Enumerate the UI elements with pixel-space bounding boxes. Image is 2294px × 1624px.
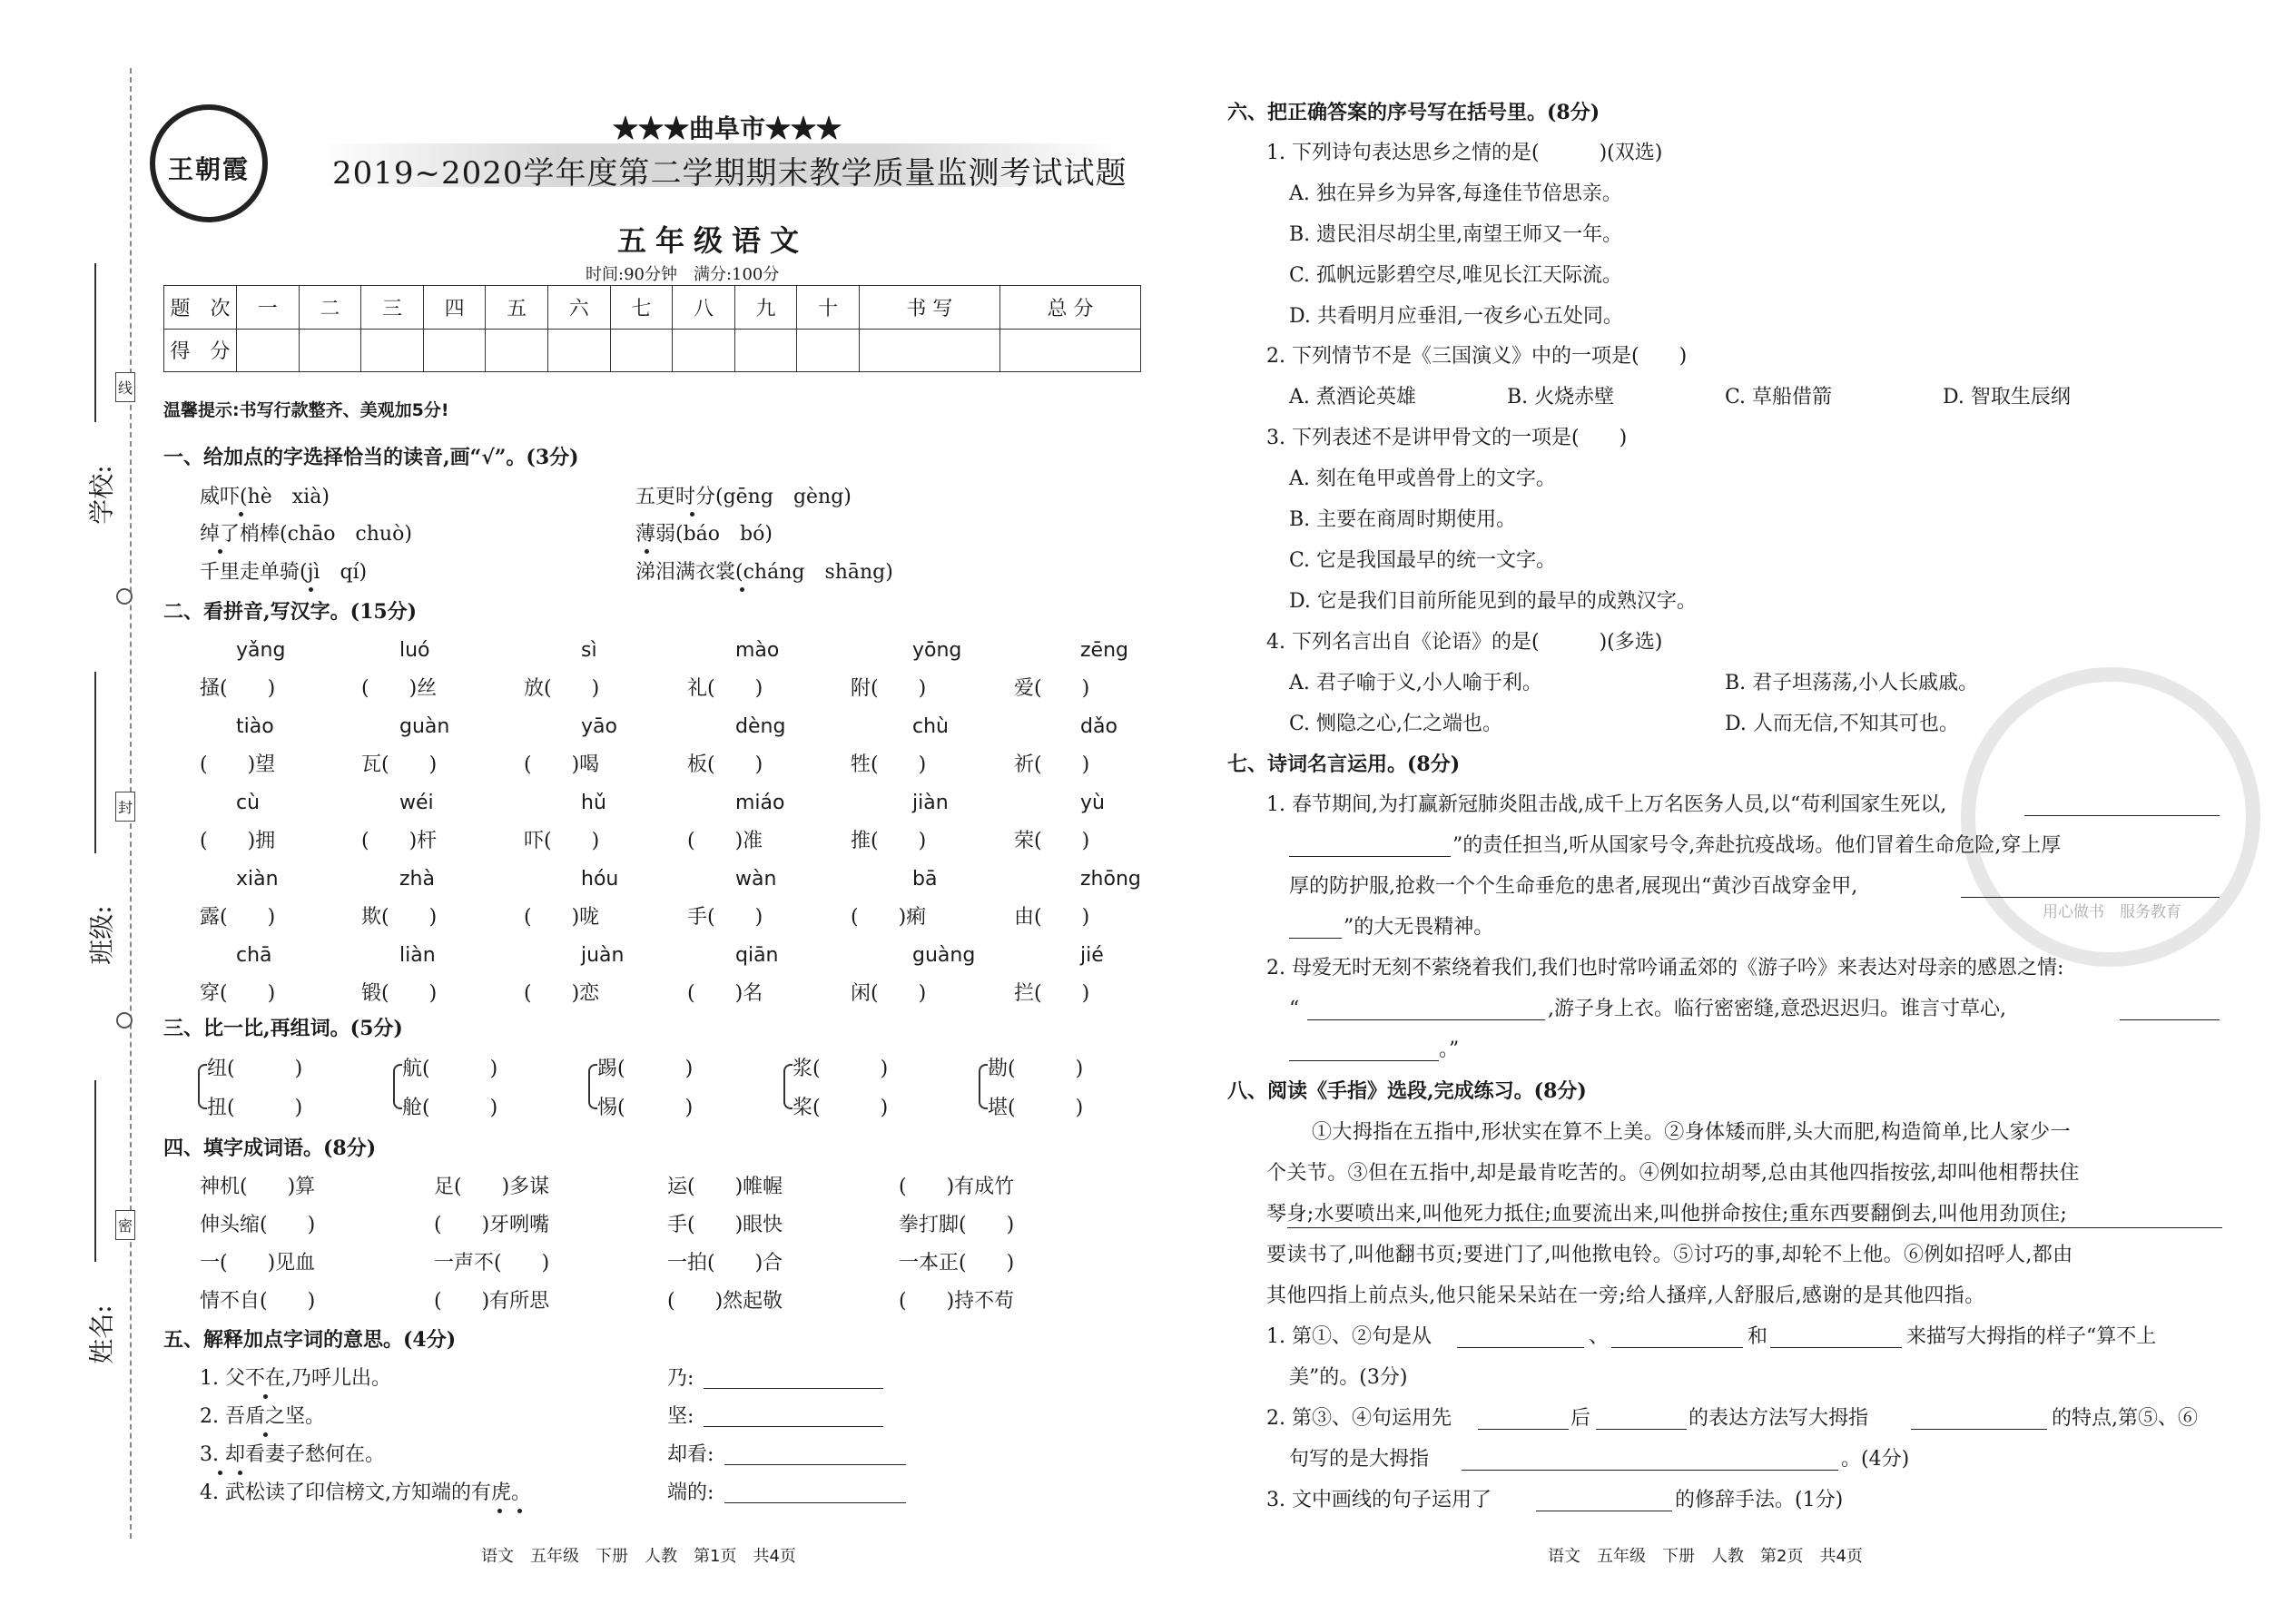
answer-blank[interactable] [724,1501,906,1503]
idiom-item[interactable]: 一( )见血 [200,1252,316,1275]
answer-blank[interactable] [1478,1428,1569,1430]
pinyin-label: chā [236,944,272,967]
s7-text: ”的大无畏精神。 [1344,916,1494,939]
section-2-title: 二、看拼音,写汉字。(15分) [163,600,418,624]
answer-blank[interactable] [704,1425,883,1427]
s8-q1: 1. 第①、②句是从 [1266,1325,1432,1348]
s5-item: 2. 吾盾之坚。 [200,1405,325,1428]
s8-q1: 美”的。(3分) [1289,1366,1408,1389]
pinyin-label: sì [581,639,597,662]
s5-label: 端的: [667,1481,714,1504]
pinyin-label: bā [912,868,938,891]
pinyin-label: dèng [735,715,786,738]
section-1-title: 一、给加点的字选择恰当的读音,画“√”。(3分) [163,446,579,469]
pinyin-label: yāo [581,715,617,738]
hanzi-blank[interactable]: ( )拥 [200,830,276,852]
s6-option[interactable]: A. 君子喻于义,小人喻于利。 [1289,672,1542,694]
answer-blank[interactable] [1289,855,1451,857]
compare-item[interactable]: 航( ) [402,1058,498,1080]
s7-text: 厚的防护服,抢救一个个生命垂危的患者,展现出“黄沙百战穿金甲, [1289,875,1858,898]
hanzi-blank[interactable]: 爱( ) [1014,677,1090,700]
pinyin-label: chù [912,715,949,738]
underlined-sentence [1287,1227,2222,1228]
hanzi-blank[interactable]: 礼( ) [687,677,763,700]
s8-q2: 句写的是大拇指 [1289,1448,1430,1471]
class-field[interactable] [94,672,96,853]
pinyin-label: wéi [399,792,434,814]
answer-blank[interactable] [2024,814,2220,816]
idiom-item[interactable]: ( )然起敬 [667,1290,783,1313]
s1-item: 五更时分(gēng gèng) [635,486,852,508]
hanzi-blank[interactable]: 瓦( ) [361,753,438,776]
score-table-header [164,286,1141,330]
hanzi-blank[interactable]: 锻( ) [361,982,438,1005]
hanzi-blank[interactable]: 闲( ) [851,982,927,1005]
table-cell: 七 [610,286,673,330]
hanzi-blank[interactable]: 牲( ) [851,753,927,776]
s5-item: 4. 武松读了印信榜文,方知端的有虎。 [200,1481,531,1504]
s6-question: 3. 下列表述不是讲甲骨文的一项是( ) [1266,427,1628,449]
pinyin-label: cù [236,792,261,814]
s7-text: “ [1289,998,1300,1020]
score-cell[interactable] [547,329,610,372]
score-cell[interactable] [423,329,486,372]
table-cell: 得 分 [164,329,237,372]
seal-line-tag: 线 [115,372,135,402]
answer-blank[interactable] [1289,937,1342,939]
answer-blank[interactable] [1462,1469,1838,1471]
binding-hole-icon [116,588,133,605]
s6-option[interactable]: A. 煮酒论英雄 [1289,386,1416,408]
passage-line: 琴身;水要喷出来,叫他死力抵住;血要流出来,叫他拼命按住;重东西要翻倒去,叫他用劲顶住; [1266,1203,2068,1225]
pinyin-label: guàng [912,944,976,967]
pinyin-label: jiàn [912,792,949,814]
table-cell: 总 分 [999,286,1140,330]
hanzi-blank[interactable]: 板( ) [687,753,763,776]
s5-label: 坚: [667,1405,694,1428]
tip-text: 温馨提示:书写行款整齐、美观加5分! [163,400,449,420]
s6-option[interactable]: D. 智取生辰纲 [1943,386,2071,408]
pinyin-label: luó [399,639,430,662]
s5-item: 3. 却看妻子愁何在。 [200,1443,385,1466]
idiom-item[interactable]: 运( )帷幄 [667,1176,783,1198]
pair-brace [393,1064,402,1109]
pair-brace [198,1064,207,1109]
score-cell[interactable] [734,329,797,372]
idiom-item[interactable]: ( )牙咧嘴 [434,1214,550,1236]
s1-item: 涕泪满衣裳(cháng shāng) [635,561,893,584]
s8-q1: 、 [1589,1325,1610,1348]
s8-q3: 的修辞手法。(1分) [1675,1489,1844,1511]
compare-item[interactable]: 舱( ) [402,1097,498,1119]
hanzi-blank[interactable]: 推( ) [851,830,927,852]
table-cell: 四 [423,286,486,330]
s7-text: ,游子身上衣。临行密密缝,意恐迟迟归。谁言寸草心, [1548,998,2006,1020]
answer-blank[interactable] [1961,896,2220,898]
compare-item[interactable]: 惕( ) [597,1097,694,1119]
compare-item[interactable]: 堪( ) [988,1097,1084,1119]
passage-line: 其他四指上前点头,他只能呆呆站在一旁;给人搔痒,人舒服后,感谢的是其他四指。 [1266,1284,1985,1307]
hanzi-blank[interactable]: 手( ) [687,906,763,929]
s1-item: 威吓(hè xià) [200,486,330,508]
pinyin-label: dǎo [1080,715,1117,738]
pinyin-label: liàn [399,944,436,967]
pair-brace [588,1064,597,1109]
subject-title: 五年级语文 [617,223,809,258]
answer-blank[interactable] [1307,1019,1545,1020]
exam-meta: 时间:90分钟 满分:100分 [586,265,780,284]
s8-q2: 的特点,第⑤、⑥ [2052,1407,2198,1430]
s7-text: 。” [1439,1038,1460,1061]
class-label: 班级: [86,905,117,965]
pinyin-label: xiàn [236,868,279,891]
s6-option[interactable]: C. 恻隐之心,仁之端也。 [1289,713,1503,735]
table-cell: 三 [361,286,424,330]
pinyin-label: qiān [735,944,779,967]
exam-title: 2019~2020学年度第二学期期末教学质量监测考试试题 [332,155,1127,192]
compare-item[interactable]: 浆( ) [793,1058,889,1080]
score-cell[interactable] [237,329,300,372]
hanzi-blank[interactable]: ( )咙 [524,906,600,929]
hanzi-blank[interactable]: ( )名 [687,982,763,1005]
s6-option[interactable]: D. 人而无信,不知其可也。 [1725,713,1959,735]
s7-text: 2. 母爱无时无刻不萦绕着我们,我们也时常吟诵孟郊的《游子吟》来表达对母亲的感恩之情: [1266,957,2064,979]
pair-brace [979,1064,988,1109]
compare-item[interactable]: 纽( ) [207,1058,303,1080]
s7-text: ”的责任担当,听从国家号令,奔赴抗疫战场。他们冒着生命危险,穿上厚 [1452,834,2062,857]
table-cell: 六 [547,286,610,330]
pinyin-label: juàn [581,944,625,967]
watermark-slogan: 用心做书 服务教育 [2043,903,2181,921]
answer-blank[interactable] [724,1463,906,1465]
s6-question: 4. 下列名言出自《论语》的是( )(多选) [1266,631,1663,654]
pinyin-label: jié [1080,944,1104,967]
section-7-title: 七、诗词名言运用。(8分) [1227,753,1461,776]
idiom-item[interactable]: 一拍( )合 [667,1252,783,1275]
idiom-item[interactable]: 一声不( ) [434,1252,550,1275]
score-cell[interactable] [299,329,361,372]
answer-blank[interactable] [1911,1428,2047,1430]
seal-secret-tag: 密 [115,1210,135,1240]
score-cell[interactable] [486,329,548,372]
hanzi-blank[interactable]: 穿( ) [200,982,276,1005]
s6-option[interactable]: A. 独在异乡为异客,每逢佳节倍思亲。 [1289,182,1622,205]
score-cell[interactable] [610,329,673,372]
answer-blank[interactable] [1536,1510,1672,1511]
s6-option[interactable]: B. 主要在商周时期使用。 [1289,508,1517,531]
pinyin-label: yǎng [236,639,286,662]
section-4-title: 四、填字成词语。(8分) [163,1137,377,1160]
pinyin-label: tiào [236,715,274,738]
table-cell: 一 [237,286,300,330]
score-cell[interactable] [999,329,1140,372]
hanzi-blank[interactable]: 搔( ) [200,677,276,700]
hanzi-blank[interactable]: ( )痢 [851,906,927,929]
s6-option[interactable]: C. 孤帆远影碧空尽,唯见长江天际流。 [1289,264,1623,287]
pinyin-label: hǔ [581,792,606,814]
passage-line: ①大拇指在五指中,形状实在算不上美。②身体矮而胖,头大而肥,构造简单,比人家少一 [1312,1121,2071,1144]
hanzi-blank[interactable]: 拦( ) [1014,982,1090,1005]
s8-q2: 后 [1570,1407,1591,1430]
pinyin-label: zēng [1080,639,1128,662]
pinyin-label: zhōng [1080,868,1141,891]
idiom-item[interactable]: 手( )眼快 [667,1214,783,1236]
hanzi-blank[interactable]: 吓( ) [524,830,600,852]
hanzi-blank[interactable]: 放( ) [524,677,600,700]
s6-option[interactable]: C. 它是我国最早的统一文字。 [1289,549,1557,572]
idiom-item[interactable]: 足( )多谋 [434,1176,550,1198]
pinyin-label: mào [735,639,780,662]
footer-right: 语文 五年级 下册 人教 第2页 共4页 [1548,1547,1863,1566]
score-table [163,285,1141,372]
city-title: ★★★曲阜市★★★ [613,113,842,143]
table-cell: 书 写 [859,286,999,330]
answer-blank[interactable] [1611,1346,1743,1348]
pinyin-label: zhà [399,868,435,891]
s5-item: 1. 父不在,乃呼儿出。 [200,1367,391,1390]
hanzi-blank[interactable]: ( )望 [200,753,276,776]
school-label: 学校: [86,465,117,525]
idiom-item[interactable]: ( )有成竹 [899,1176,1015,1198]
table-cell: 九 [734,286,797,330]
compare-item[interactable]: 扭( ) [207,1097,303,1119]
table-cell: 八 [673,286,735,330]
table-cell: 五 [486,286,548,330]
hanzi-blank[interactable]: 荣( ) [1014,830,1090,852]
hanzi-blank[interactable]: 祈( ) [1014,753,1090,776]
s6-option[interactable]: B. 君子坦荡荡,小人长戚戚。 [1725,672,1979,694]
s6-option[interactable]: B. 火烧赤壁 [1507,386,1615,408]
s1-item: 绰了梢棒(chāo chuò) [200,523,412,546]
hanzi-blank[interactable]: ( )喝 [524,753,600,776]
s8-q1: 和 [1748,1325,1768,1348]
hanzi-blank[interactable]: 欺( ) [361,906,438,929]
table-cell: 题 次 [164,286,237,330]
s8-q2: 的表达方法写大拇指 [1689,1407,1869,1430]
compare-item[interactable]: 踢( ) [597,1058,694,1080]
pinyin-label: wàn [735,868,777,891]
s6-option[interactable]: D. 共看明月应垂泪,一夜乡心五处同。 [1289,305,1623,328]
idiom-item[interactable]: 一本正( ) [899,1252,1015,1275]
hanzi-blank[interactable]: ( )恋 [524,982,600,1005]
pinyin-label: yù [1080,792,1105,814]
answer-blank[interactable] [2120,1019,2220,1020]
idiom-item[interactable]: ( )持不苟 [899,1290,1015,1313]
passage-line: 个关节。③但在五指中,却是最肯吃苦的。④例如拉胡琴,总由其他四指按弦,却叫他相帮扶住 [1266,1162,2080,1185]
school-field[interactable] [94,263,96,422]
score-cell[interactable] [361,329,424,372]
score-table-row [164,329,1141,372]
s8-q2: 。(4分) [1841,1448,1910,1471]
s8-q1: 来描写大拇指的样子“算不上 [1906,1325,2157,1348]
section-3-title: 三、比一比,再组词。(5分) [163,1017,403,1040]
idiom-item[interactable]: ( )有所思 [434,1290,550,1313]
s8-q3: 3. 文中画线的句子运用了 [1266,1489,1492,1511]
answer-blank[interactable] [1457,1346,1584,1348]
compare-item[interactable]: 勘( ) [988,1058,1084,1080]
s8-q2: 2. 第③、④句运用先 [1266,1407,1452,1430]
footer-left: 语文 五年级 下册 人教 第1页 共4页 [481,1547,796,1566]
answer-blank[interactable] [704,1387,883,1389]
watermark-logo [1961,667,2260,967]
answer-blank[interactable] [1596,1428,1687,1430]
hanzi-blank[interactable]: 露( ) [200,906,276,929]
s7-text: 1. 春节期间,为打赢新冠肺炎阻击战,成千上万名医务人员,以“苟利国家生死以, [1266,793,1947,816]
score-cell[interactable] [859,329,999,372]
pinyin-label: miáo [735,792,785,814]
idiom-item[interactable]: 伸头缩( ) [200,1214,316,1236]
s6-option[interactable]: B. 遗民泪尽胡尘里,南望王师又一年。 [1289,223,1623,246]
s6-question: 1. 下列诗句表达思乡之情的是( )(双选) [1266,142,1663,164]
s6-option[interactable]: C. 草船借箭 [1725,386,1833,408]
hanzi-blank[interactable]: ( )杆 [361,830,438,852]
answer-blank[interactable] [1289,1059,1439,1061]
section-5-title: 五、解释加点字词的意思。(4分) [163,1328,457,1352]
s6-option[interactable]: D. 它是我们目前所能见到的最早的成熟汉字。 [1289,590,1697,613]
name-label: 姓名: [86,1304,117,1364]
idiom-item[interactable]: 神机( )算 [200,1176,316,1198]
pinyin-label: hóu [581,868,619,891]
compare-item[interactable]: 桨( ) [793,1097,889,1119]
s6-option[interactable]: A. 刻在龟甲或兽骨上的文字。 [1289,468,1556,490]
s1-item: 千里走单骑(jì qí) [200,561,368,584]
passage-line: 要读书了,叫他翻书页;要进门了,叫他揿电铃。⑤讨巧的事,却轮不上他。⑥例如招呼人,都由 [1266,1244,2073,1266]
s6-question: 2. 下列情节不是《三国演义》中的一项是( ) [1266,345,1688,368]
seal-seal-tag: 封 [115,792,135,822]
answer-blank[interactable] [1770,1346,1902,1348]
hanzi-blank[interactable]: ( )丝 [361,677,438,700]
name-field[interactable] [94,1080,96,1262]
pair-brace [783,1064,793,1109]
s5-label: 乃: [667,1367,694,1390]
score-cell[interactable] [673,329,735,372]
publisher-logo-text: 王朝霞 [168,154,251,184]
section-6-title: 六、把正确答案的序号写在括号里。(8分) [1227,101,1600,124]
s1-item: 薄弱(báo bó) [635,523,773,546]
table-cell: 二 [299,286,361,330]
pinyin-label: guàn [399,715,450,738]
idiom-item[interactable]: 情不自( ) [200,1290,316,1313]
section-8-title: 八、阅读《手指》选段,完成练习。(8分) [1227,1079,1587,1103]
hanzi-blank[interactable]: 附( ) [851,677,927,700]
hanzi-blank[interactable]: 由( ) [1014,906,1090,929]
table-cell: 十 [797,286,860,330]
s5-label: 却看: [667,1443,714,1466]
hanzi-blank[interactable]: ( )准 [687,830,763,852]
idiom-item[interactable]: 拳打脚( ) [899,1214,1015,1236]
score-cell[interactable] [797,329,860,372]
binding-hole-icon [116,1012,133,1029]
pinyin-label: yōng [912,639,962,662]
